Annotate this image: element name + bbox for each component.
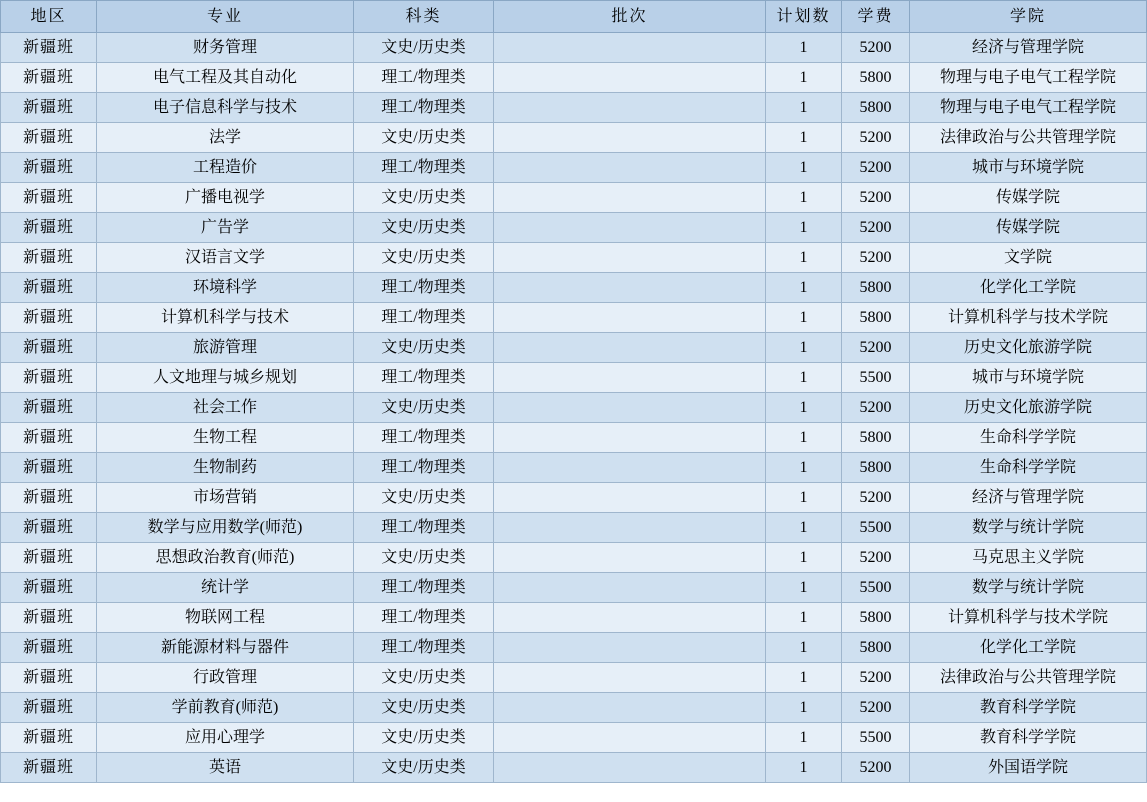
cell-region: 新疆班	[1, 723, 97, 753]
cell-region: 新疆班	[1, 363, 97, 393]
cell-region: 新疆班	[1, 333, 97, 363]
cell-major: 英语	[97, 753, 354, 783]
cell-major: 计算机科学与技术	[97, 303, 354, 333]
cell-college: 物理与电子电气工程学院	[910, 93, 1147, 123]
cell-plan-count: 1	[766, 273, 842, 303]
cell-major: 电子信息科学与技术	[97, 93, 354, 123]
table-row	[1, 513, 1147, 543]
cell-college: 城市与环境学院	[910, 363, 1147, 393]
cell-plan-count: 1	[766, 483, 842, 513]
cell-category: 理工/物理类	[354, 513, 494, 543]
table-row	[1, 663, 1147, 693]
cell-tuition: 5500	[842, 513, 910, 543]
cell-tuition: 5200	[842, 183, 910, 213]
cell-tuition: 5200	[842, 33, 910, 63]
cell-college: 生命科学学院	[910, 423, 1147, 453]
cell-region: 新疆班	[1, 453, 97, 483]
cell-region: 新疆班	[1, 573, 97, 603]
cell-batch	[494, 333, 766, 363]
table-row	[1, 63, 1147, 93]
cell-region: 新疆班	[1, 243, 97, 273]
cell-region: 新疆班	[1, 123, 97, 153]
cell-category: 理工/物理类	[354, 453, 494, 483]
table-row	[1, 123, 1147, 153]
cell-category: 文史/历史类	[354, 333, 494, 363]
cell-batch	[494, 723, 766, 753]
cell-region: 新疆班	[1, 183, 97, 213]
cell-tuition: 5800	[842, 93, 910, 123]
cell-tuition: 5200	[842, 153, 910, 183]
cell-college: 化学化工学院	[910, 633, 1147, 663]
cell-region: 新疆班	[1, 483, 97, 513]
cell-tuition: 5500	[842, 573, 910, 603]
cell-category: 文史/历史类	[354, 693, 494, 723]
cell-major: 学前教育(师范)	[97, 693, 354, 723]
table-row	[1, 333, 1147, 363]
cell-region: 新疆班	[1, 213, 97, 243]
cell-plan-count: 1	[766, 603, 842, 633]
cell-college: 教育科学学院	[910, 723, 1147, 753]
table-row	[1, 423, 1147, 453]
cell-major: 生物工程	[97, 423, 354, 453]
cell-college: 法律政治与公共管理学院	[910, 123, 1147, 153]
cell-category: 文史/历史类	[354, 663, 494, 693]
cell-batch	[494, 63, 766, 93]
cell-plan-count: 1	[766, 243, 842, 273]
cell-category: 文史/历史类	[354, 183, 494, 213]
cell-region: 新疆班	[1, 513, 97, 543]
cell-tuition: 5800	[842, 633, 910, 663]
cell-region: 新疆班	[1, 273, 97, 303]
table-row	[1, 753, 1147, 783]
cell-major: 环境科学	[97, 273, 354, 303]
cell-tuition: 5800	[842, 63, 910, 93]
cell-category: 文史/历史类	[354, 723, 494, 753]
cell-plan-count: 1	[766, 693, 842, 723]
cell-region: 新疆班	[1, 663, 97, 693]
cell-category: 文史/历史类	[354, 213, 494, 243]
cell-category: 文史/历史类	[354, 393, 494, 423]
cell-tuition: 5200	[842, 213, 910, 243]
table-row	[1, 393, 1147, 423]
cell-batch	[494, 633, 766, 663]
cell-category: 理工/物理类	[354, 153, 494, 183]
table-row	[1, 183, 1147, 213]
table-row	[1, 453, 1147, 483]
cell-major: 财务管理	[97, 33, 354, 63]
cell-batch	[494, 183, 766, 213]
cell-batch	[494, 423, 766, 453]
cell-plan-count: 1	[766, 213, 842, 243]
cell-college: 物理与电子电气工程学院	[910, 63, 1147, 93]
column-header-category: 科类	[354, 1, 494, 33]
cell-major: 市场营销	[97, 483, 354, 513]
cell-category: 理工/物理类	[354, 423, 494, 453]
cell-batch	[494, 363, 766, 393]
cell-plan-count: 1	[766, 513, 842, 543]
cell-plan-count: 1	[766, 303, 842, 333]
cell-region: 新疆班	[1, 693, 97, 723]
cell-batch	[494, 693, 766, 723]
cell-region: 新疆班	[1, 63, 97, 93]
cell-batch	[494, 33, 766, 63]
cell-major: 工程造价	[97, 153, 354, 183]
table-row	[1, 603, 1147, 633]
cell-major: 广告学	[97, 213, 354, 243]
cell-category: 理工/物理类	[354, 303, 494, 333]
column-header-region: 地区	[1, 1, 97, 33]
cell-region: 新疆班	[1, 33, 97, 63]
cell-region: 新疆班	[1, 603, 97, 633]
cell-category: 理工/物理类	[354, 363, 494, 393]
cell-category: 文史/历史类	[354, 243, 494, 273]
cell-tuition: 5800	[842, 303, 910, 333]
table-row	[1, 363, 1147, 393]
cell-plan-count: 1	[766, 63, 842, 93]
cell-college: 外国语学院	[910, 753, 1147, 783]
cell-major: 电气工程及其自动化	[97, 63, 354, 93]
table-row	[1, 723, 1147, 753]
column-header-batch: 批次	[494, 1, 766, 33]
table-row	[1, 483, 1147, 513]
cell-category: 文史/历史类	[354, 483, 494, 513]
cell-batch	[494, 393, 766, 423]
cell-major: 汉语言文学	[97, 243, 354, 273]
cell-category: 文史/历史类	[354, 33, 494, 63]
cell-plan-count: 1	[766, 123, 842, 153]
table-row	[1, 633, 1147, 663]
cell-plan-count: 1	[766, 363, 842, 393]
cell-batch	[494, 753, 766, 783]
table-header-row	[1, 1, 1147, 33]
cell-college: 经济与管理学院	[910, 483, 1147, 513]
table-row	[1, 303, 1147, 333]
cell-batch	[494, 213, 766, 243]
cell-batch	[494, 453, 766, 483]
cell-plan-count: 1	[766, 543, 842, 573]
cell-batch	[494, 273, 766, 303]
cell-tuition: 5200	[842, 483, 910, 513]
cell-tuition: 5200	[842, 333, 910, 363]
cell-category: 理工/物理类	[354, 93, 494, 123]
cell-college: 化学化工学院	[910, 273, 1147, 303]
cell-college: 历史文化旅游学院	[910, 393, 1147, 423]
cell-plan-count: 1	[766, 723, 842, 753]
cell-category: 理工/物理类	[354, 633, 494, 663]
cell-college: 数学与统计学院	[910, 513, 1147, 543]
cell-batch	[494, 243, 766, 273]
cell-tuition: 5800	[842, 453, 910, 483]
cell-college: 传媒学院	[910, 183, 1147, 213]
table-row	[1, 243, 1147, 273]
cell-college: 教育科学学院	[910, 693, 1147, 723]
cell-region: 新疆班	[1, 423, 97, 453]
table-row	[1, 543, 1147, 573]
cell-category: 理工/物理类	[354, 63, 494, 93]
cell-major: 人文地理与城乡规划	[97, 363, 354, 393]
cell-tuition: 5200	[842, 123, 910, 153]
cell-batch	[494, 123, 766, 153]
table-body	[1, 33, 1147, 783]
cell-major: 应用心理学	[97, 723, 354, 753]
table-row	[1, 213, 1147, 243]
cell-category: 理工/物理类	[354, 573, 494, 603]
cell-major: 生物制药	[97, 453, 354, 483]
cell-major: 广播电视学	[97, 183, 354, 213]
cell-batch	[494, 153, 766, 183]
cell-college: 法律政治与公共管理学院	[910, 663, 1147, 693]
cell-tuition: 5800	[842, 273, 910, 303]
cell-tuition: 5200	[842, 243, 910, 273]
cell-tuition: 5200	[842, 753, 910, 783]
cell-major: 数学与应用数学(师范)	[97, 513, 354, 543]
cell-college: 计算机科学与技术学院	[910, 303, 1147, 333]
cell-college: 城市与环境学院	[910, 153, 1147, 183]
cell-major: 社会工作	[97, 393, 354, 423]
cell-plan-count: 1	[766, 93, 842, 123]
cell-category: 理工/物理类	[354, 273, 494, 303]
cell-batch	[494, 303, 766, 333]
cell-tuition: 5800	[842, 423, 910, 453]
cell-college: 计算机科学与技术学院	[910, 603, 1147, 633]
column-header-tuition: 学费	[842, 1, 910, 33]
cell-category: 文史/历史类	[354, 543, 494, 573]
cell-batch	[494, 93, 766, 123]
table-row	[1, 93, 1147, 123]
cell-plan-count: 1	[766, 573, 842, 603]
cell-college: 文学院	[910, 243, 1147, 273]
table-header	[1, 1, 1147, 33]
cell-major: 法学	[97, 123, 354, 153]
cell-major: 思想政治教育(师范)	[97, 543, 354, 573]
cell-tuition: 5200	[842, 543, 910, 573]
cell-region: 新疆班	[1, 93, 97, 123]
table-row	[1, 573, 1147, 603]
cell-college: 数学与统计学院	[910, 573, 1147, 603]
cell-plan-count: 1	[766, 423, 842, 453]
cell-region: 新疆班	[1, 633, 97, 663]
cell-plan-count: 1	[766, 393, 842, 423]
cell-tuition: 5500	[842, 723, 910, 753]
cell-category: 理工/物理类	[354, 603, 494, 633]
cell-major: 行政管理	[97, 663, 354, 693]
cell-region: 新疆班	[1, 303, 97, 333]
cell-tuition: 5200	[842, 393, 910, 423]
cell-tuition: 5200	[842, 663, 910, 693]
cell-plan-count: 1	[766, 663, 842, 693]
cell-tuition: 5200	[842, 693, 910, 723]
cell-plan-count: 1	[766, 153, 842, 183]
cell-plan-count: 1	[766, 183, 842, 213]
cell-region: 新疆班	[1, 543, 97, 573]
cell-college: 经济与管理学院	[910, 33, 1147, 63]
cell-plan-count: 1	[766, 633, 842, 663]
cell-category: 文史/历史类	[354, 123, 494, 153]
cell-plan-count: 1	[766, 753, 842, 783]
cell-tuition: 5800	[842, 603, 910, 633]
table-row	[1, 153, 1147, 183]
cell-major: 新能源材料与器件	[97, 633, 354, 663]
cell-plan-count: 1	[766, 33, 842, 63]
table-row	[1, 693, 1147, 723]
cell-college: 生命科学学院	[910, 453, 1147, 483]
cell-region: 新疆班	[1, 153, 97, 183]
cell-batch	[494, 663, 766, 693]
cell-plan-count: 1	[766, 453, 842, 483]
cell-batch	[494, 513, 766, 543]
cell-category: 文史/历史类	[354, 753, 494, 783]
cell-college: 历史文化旅游学院	[910, 333, 1147, 363]
cell-batch	[494, 573, 766, 603]
cell-major: 统计学	[97, 573, 354, 603]
column-header-plan-count: 计划数	[766, 1, 842, 33]
cell-college: 传媒学院	[910, 213, 1147, 243]
cell-batch	[494, 543, 766, 573]
cell-plan-count: 1	[766, 333, 842, 363]
table-row	[1, 273, 1147, 303]
table-row	[1, 33, 1147, 63]
cell-batch	[494, 483, 766, 513]
cell-major: 物联网工程	[97, 603, 354, 633]
cell-batch	[494, 603, 766, 633]
cell-major: 旅游管理	[97, 333, 354, 363]
cell-region: 新疆班	[1, 393, 97, 423]
column-header-major: 专业	[97, 1, 354, 33]
cell-tuition: 5500	[842, 363, 910, 393]
cell-region: 新疆班	[1, 753, 97, 783]
cell-college: 马克思主义学院	[910, 543, 1147, 573]
column-header-college: 学院	[910, 1, 1147, 33]
